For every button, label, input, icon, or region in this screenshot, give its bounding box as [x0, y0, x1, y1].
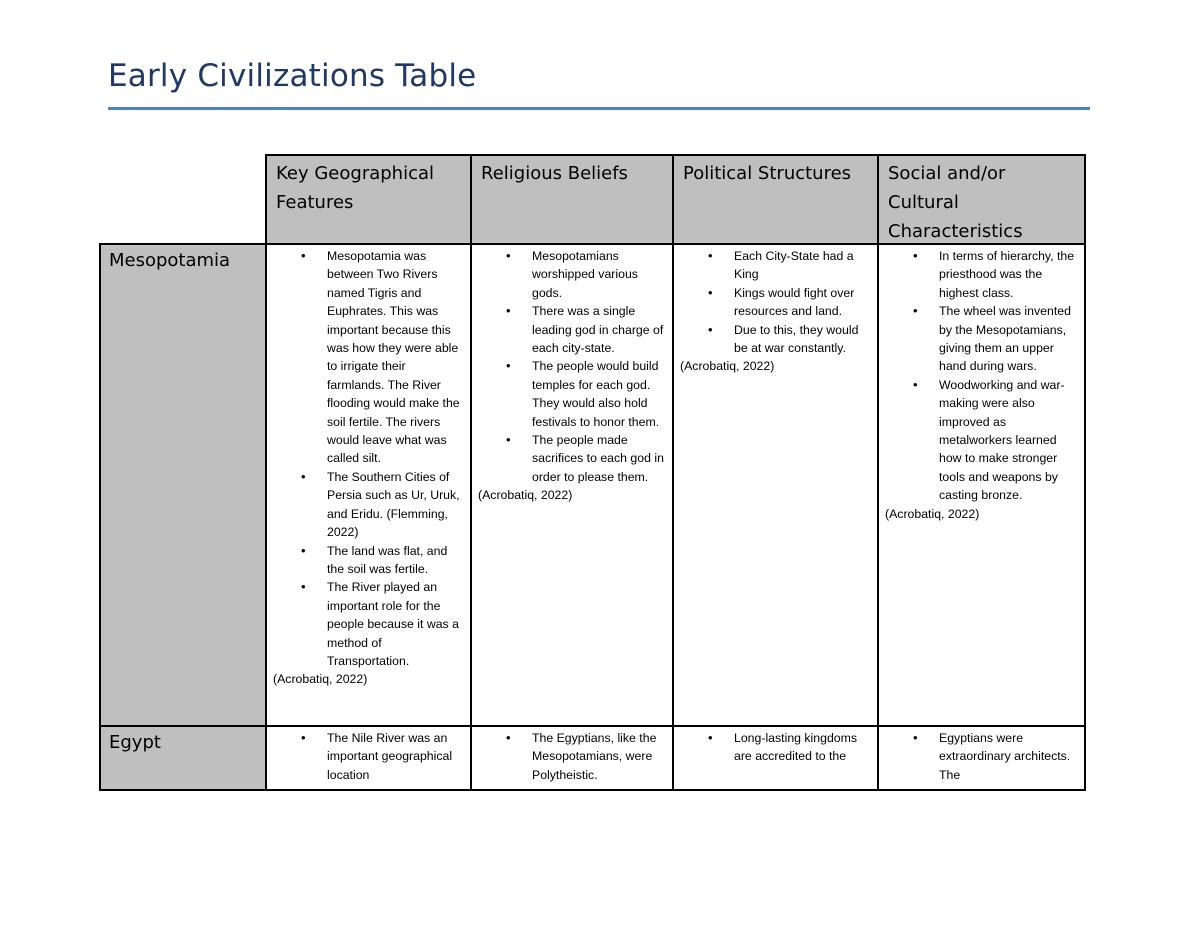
header-geography: Key Geographical Features — [276, 163, 435, 213]
title-underline — [108, 107, 1090, 110]
corner-cell — [100, 155, 266, 244]
bullet-list — [680, 247, 873, 357]
civilizations-table — [99, 154, 1086, 791]
header-politics: Political Structures — [683, 163, 852, 184]
header-cell — [471, 155, 673, 244]
list-item: • The Egyptians, like the Mesopotamians, were Polytheistic. — [478, 729, 668, 784]
row-label-mesopotamia: Mesopotamia — [109, 250, 231, 271]
bullet-list — [680, 729, 873, 766]
bullet-list — [478, 729, 668, 784]
table-cell — [673, 244, 878, 726]
citation: (Acrobatiq, 2022) — [680, 359, 775, 374]
table-cell — [471, 726, 673, 790]
list-item: • In terms of hierarchy, the priesthood was the highest class. — [885, 247, 1080, 302]
list-item: • The land was flat, and the soil was fertile. — [273, 542, 466, 579]
citation: (Acrobatiq, 2022) — [478, 488, 573, 503]
bullet-list — [478, 247, 668, 486]
citation: (Acrobatiq, 2022) — [885, 506, 980, 521]
table-row — [100, 244, 1085, 726]
bullet-list — [885, 729, 1080, 784]
list-item: • The people would build temples for each god. They would also hold festivals to honor them. — [478, 357, 668, 431]
list-item: • The people made sacrifices to each god in order to please them. — [478, 431, 668, 486]
page-title: Early Civilizations Table — [108, 58, 477, 94]
header-religion: Religious Beliefs — [481, 163, 628, 184]
row-header-cell — [100, 244, 266, 726]
header-social: Social and/or Cultural Characteristics — [888, 163, 1023, 242]
table-cell — [878, 244, 1085, 726]
header-cell — [266, 155, 471, 244]
list-item: • Mesopotamians worshipped various gods. — [478, 247, 668, 302]
list-item: • Mesopotamia was between Two Rivers named Tigris and Euphrates. This was important because this was how they were able to irrigate their farmlands. The River flooding would make the soil fertile. The rivers would leave what was called silt. — [273, 247, 466, 468]
list-item: • Each City-State had a King — [680, 247, 873, 284]
table-cell — [471, 244, 673, 726]
list-item: • The Nile River was an important geographical location — [273, 729, 466, 784]
list-item: • Woodworking and war-making were also improved as metalworkers learned how to make stronger tools and weapons by casting bronze. — [885, 376, 1080, 505]
list-item: • Due to this, they would be at war constantly. — [680, 321, 873, 358]
bullet-list — [273, 247, 466, 670]
table-cell — [878, 726, 1085, 790]
header-row — [100, 155, 1085, 244]
table-cell — [266, 244, 471, 726]
list-item: • The Southern Cities of Persia such as Ur, Uruk, and Eridu. (Flemming, 2022) — [273, 468, 466, 542]
list-item: • There was a single leading god in charge of each city-state. — [478, 302, 668, 357]
list-item: • The wheel was invented by the Mesopotamians, giving them an upper hand during wars. — [885, 302, 1080, 376]
table-row — [100, 726, 1085, 790]
list-item: • Kings would fight over resources and land. — [680, 284, 873, 321]
list-item: • The River played an important role for the people because it was a method of Transportation. — [273, 578, 466, 670]
row-label-egypt: Egypt — [109, 732, 161, 753]
bullet-list — [885, 247, 1080, 505]
header-cell — [878, 155, 1085, 244]
bullet-list — [273, 729, 466, 784]
citation: (Acrobatiq, 2022) — [273, 672, 368, 687]
list-item: • Egyptians were extraordinary architects. The — [885, 729, 1080, 784]
list-item: • Long-lasting kingdoms are accredited to the — [680, 729, 873, 766]
table-cell — [266, 726, 471, 790]
table-cell — [673, 726, 878, 790]
header-cell — [673, 155, 878, 244]
row-header-cell — [100, 726, 266, 790]
